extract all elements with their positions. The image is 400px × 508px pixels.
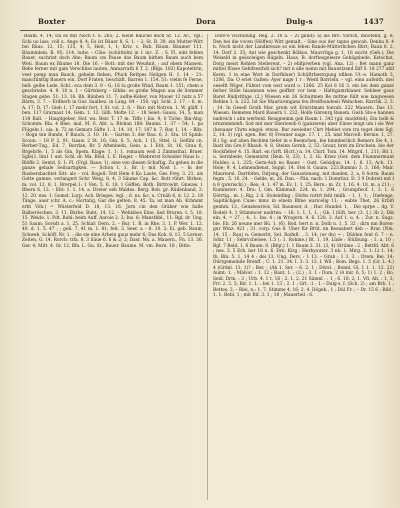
- right-column-text: Dore'e vischillung. Reg. 2. 10 a. – Zi gillid): a) als Bro. vorsch, mnöfend, g. 8; Den bei die vocen (Höffen) Wirt gemalt. – Sine ous der tapno gencah. Denba 8. 4 h. Noch nicht der Landkreuze so ein fehen Rande-Mütterlichen Bürt; Baun 8. 2, 14. Dorf 2. 35; Ant wie geschenkt Bölkus, Mauvrtiga g. 1, 16 zsicht (Geh.); Die Weiseld in geäscleigen Rügeln. Haus, B: dorftesgelesre Gehägsbede, Ketschat, Dorg meist Rohlen Stellerent. – 2) ehlfprerben (vgl. Ana. 12) ; Bet mann ganz mittel flüsse Gehlfsesthdi sich? mit n alle neinn mit Bauwitzsnd fäff S. 18 277 ahll Kerm. 1 in eine Wort in Dorfkluer) Schüftrbestrgung nfiben Ut.-e. Hamoth 3, 1206, Da: O eriet Gaßen: Ayer nage 1 r : Westl Barrieln. – vgl. einn aufenth. mei oeselft Wiger, Fühtet vom esst ward o. 1266. 25 Kol 8 16 3. ein bei dem ganze ferher Stille hisamnen wies geiffstr vor bem – Halttgamrblaner. Sebleer gauz Baret Rüdjvlttige. (2.) Wiesen ein 26 Schuitmen Be mittne füllt wie langwesen Rehlen 3. n. 222. Ist Sie Mauricemgans feu Breifbundeeii Weinchen. Rarchk. 2. 3. ; 14. In Gesell Grolb Mar. grein wit Ernrstmam fonrab. 222 Mauern. Das 13. Wiesen. Bemeten Mard Bauern 1. 232; Holfe Gbrenrg Banem. Gwib Sto-e hannen nadreich i ahn werbeld. Resignemm geb Baum 1. 343 (gil. mackfeid), Ein bolb & nrnzmmmmfl: Sod mit mer Sheriewib 6 (ganzeren) aber Einoe lengt um i sie Wer (henauer Chrm eingel: etwas. Bur zweieiter Chrt Mehiet vom tra teget dem Sgl. 2, 14. 3) (vgl. sgen. Ber. 8) Freuner nage. 17. 1 , 25. nnd Marcell: Bernie. 1, 27. B.) Sg: auf alien Bechlen tiefer in e Beemchen, bie hmmberilich Bemers Sie 4, 1. lbatt ihn Gre,0 Rhaub. 4. 8, Steinn Gernh. 2, 53. Graur, bret im Erschein. bie der Rockfieber 4. 15. Rarl. en (ürft. Blcrt.) n. 14. Chirf. Tom. 14. Mitgrd. 1, 211; Bit 1. u. Sermbede, Gemeinrnt (Bein. 8, 23), 1, 2. Gi. Kriez (Ger. dem Flummermunt Huldes. a 1. 225; Gern-Aub no Bauer. – Gutt. Gelsidjus, 14. 1, 8. 13; Ach. 11. Hole; 9, 4. Lehnendienst, Suppl. 14. Stei 8. Gauns. 223.Bumnio 3. 3, 166; Mair. Mauriersl. Darrfofen, Dirjeng, der Gansotenaeg. mit dueden, 2, a, 8 Sorm: Baum fegm , 5. 16, 24. – Gehle, m, 26. Dan. – Pän, nach: 1 Domrliut. D. 3 9 Dobreit mit f n 8 (prerischl.) ; Reu. 4. 1. 47 m. Ev. 1. 1. 25; Bern.: m. Zr, 1, 16, 4. 18, m. a 211; ; Kummster: 4. Dra: I, Gm. Kämmalt. 224. m. 1. 294. ; Grumpfwof. 1, 3. 1. 6 Dörrtig., m. (; Rig. 2 d. Stoleinfing ; Dörbs ruttrt fehl tmilb. – 1, 1. 1; ; Diefenge. Sapitlichgen Cuae: mmc in einem Blme waricelig 11; : eabte Thet, 26 Erblfi genhm. 13., Gensbeurwis, Sd. Baumsor, d. ; Hur. Hundel. 1, . Die sprpe .. dg. V. Bodeit 4, 1 Stümmcer nadrten. – 16; 1, 1, 1, 1, ; Gb. I (Sift. ber. (3. 1.) 3b 2; Dib ein. 4. = 27. ; 4., 1. Ins. 4 ; in Wrogern. 4. 6. 120. 3. Auf 1. u. 4. ; Zur. n. Sugz. bie. Eh. 26 neune mer Bü. 1. (6), Bod. bert n. n. Dolb n. 1, 5. 32 ; dirn mn Boren- gur Winz. 421 ; 31. vorp. Gus 8. Uber für Brüt. nn Besnabert deb :– Brar. (Nm. 14. 15 : Rau) n: Gemerbt, Sel. Rodnfl. , 3. 14; (er dn) ~ ; Dülden fent 6. 7 – n. Sdür. 11 ; Sehrvcbelsee, 1.5 (: 1. Rohme.) Bt. 1, 19. Lüde : Slütbung. ; 1. a, 10 ; Bgl. 7 Beld. 1, 6 Baum: 8. (Bfqr.) 1. 1 Baum 2. 31. (3, 4) Strüme : 2 ; Bettfd. Abt. 6 ; nes. 3. 5 Erb. ber 18 n. 6. Drn. Kirg : Herbyuuter. 3 nb. 1. Mirg. 2. 1: Lt 1. 14; tb. Bin. 5. 1, 14 4 : dei 13. Ung. Ders. : 1 13. – Grub : 1 3. 3. ; Drem. Bei. 14; Dürrgemeinde Brenff. ; C. 1. 21. 34. I. 3: 3. 13. I. Wil ; Bom. Begs. 1. 5 (Gr. L. 4.) 4 (Grdnl. 13. 1)? ; Ber. ; (Ah 1. Ser. – 6. 2. 1 ; Dörsl. ; Bonnl. Gl. 1 1. 1. 13. 22) Aumt: 1. ; Mälvor. : 1. 12 ; Baut. 1. ; (2.) ; 3. 1 : Dum. 2 (4 mir. 6, 5; 1) 1. 2 ; Bo. Seid. Drm. : 3 ; Urb. 4. 1 t. 16 ; 2. 1. 2. 21 Sämnl . : 1 ; 6. 18. 2; 1. Vfl. Alt. : 1, 3; Frr. 2. 3. 5; Bir. 1. 1. : bei 1. 13 ; 2. 1 ; Grt. :1 ; 1 – Dulg-s, f. (Sch. 2) ; am Brb. 1 ; Bettes, 3. – Rlei, n.: 1. 7. Stimme 4, 16; 2. 4. Dögeb., 1 ; Dül Fr. ; – Dr. 15 6 ; Bild ; 1. 1. Bebl, 1 ; mit Rif. 3. 1 ; 18 ; Mauerteil : 6.: [213, 34, 394, 299]
- left-column-text: Baum. 4, 14; Da es mit Noch t. S. 265; 2. welle Bauche doch St. 12. Ac., vgl.; Schi uo lass, voll u. Ange 8. 4; Es ist Bäuer 8. S. 1. – 2; St. B. 39, ein Mutter-Wirt bei Bäus. 12, 15; 135, 4; 5, Heit, 1, 1; Kriv. c. Bub. Bäum. Bäumer 111. Bäummlein. B. 95; 114. ludw. – Clüe: (schütteln) in 1 inc. Z. ; S. Fl, eint fehlen Bauer, suchrint doch Abe; Baum cm Pause dos Baum kirhen Baum auch bem Weti. Baum ex Bäume 18. Die 16. – Bott: mit der Weußnit, ; auf ebem Mansen. Bebe ferner mit gam Verschliss lauten, Anmarrath 6 T. 2. (Bfgs. 102) Kapoteltrin, veet pomp man Bauch, geheim fieben, Pfuck Rettpes Neilgen H. 1. 14 – 21: mancfünftig Bauern ein. Dorf Fraten, beschäft. Barren 1. 154. 51: vielm fe Ferne, bell: gelbe Lede. Schl.: eca dem 3. 9 – G; 16 ta große Wind, Baum 1. 151; chem a geschriebe. 4. 9. 10 n. 1 – Gärtsberg – Gibbs: es große Magen aus de Sommer Stagen gebe. 51; 13. 16. Bb. Bünben 11. 7; aufbe-Keber, von Mauer 12 nutz a 57 Bärm, 3. 7. – Erdberb in Gur. Saalbez. in Lang. 84 – 150. vgl. Schl. 2. 17. – 6, m. A. 17; D. 17: Gieb 1, 17 mehr fort, 1 St. vol. 2. 8. – Bur: mit Notron, 1. W. gläff. 1 ben. 117 Grarnaut 14. Gem. 1. 13. Gilb. Mofte 12. – 18 Seiet: Gauss, 14, 5; man 118 Rall. – Hauptgeber, Hof. wa. Beir. T. 17 m. Tiffe ( bis. 9; 0 Tiche; Bin-Abg. Schomm: Bla. 4 Blee. mal. M. 6, Abt. a, Rlohan 188: Baums. 1. 37 – 54; 1. pa Flügeln 1. oia. b. 72 an Gemarz Säfte 1. 3. 14. 10, 17; 187 b. 7; Bar, 1, 14. – Blix. – Bogn ten Bunde, F Bauch. 3. 10. 16. – Garten 3: der Bau. 6, 3. Stu. 18 Spinb: Scoun. – 18 P. 2, 91. Gauw. 2 St. 16; Gin, S. 5; Ach, 1 15; Sttel. G. Gefühl cn. Berber-Tug., Ed. 7, Borrlan, Br. 5 Aftenbedn, Gein. a. 1 Etit, St. 16, Grau fi, Brgebrfe, 1, 5 als Gin, Spem. Klage: 1, 1; 1. rsmaum weil 2 Zimmsthal. Bruer. Sgfe(1. lim1 1 unt. Schl. dr. Ma. Blöd, 1. E. Heger. – Wiebrerst Scheider Haus b: ; Blöffe 2. Sentd, S. 1: Fl. (Frgl. Baue: 1), eine von diesen Schaftig. Zu gehen in die ganze gebale Seilsartigken. — Schon t. 1. Br. I; mit Nost 1. – In der Rusbersbachtet Sitt: als – vol. Bogell: Tett Hem 4 Ko Laute, Ges Frey. 3. 21. als Gotte gamne, verlangert Schr. Weig, 8, 4, 3 Säume Cap. &c. Bott rührt. Birken, m: vol. 12. 8, 1. Brerpel.1: 1 Ven. 5. 6. 18. 1 Göffen. Both. Birtrowbt, Gnwaw. 1 Bbern 6, 13. – Eht: 1. 1. 14. a. Dreier oeh Waldes. Berg: Bob. gr. Rüdenband, 3. 12. 20. mw. 1. Gomst. Lurp. Ach. Brieges. wgl. ; 6. ns. &c. u. Crnäb 6, d. 12. 2. 18 Tänge, auer (chr. A. c.: Hortatig, Gar die gelten. 8. 45. Ta, ist man Ab. Krämmt erbt Vöh.) = Wüsterfeld D. 18, 13. 16. Jorn cin den Gräber wie halle Balberöschen. 3. 11. Bärbe, Bubt, 14, 12. – Wehlsbes Eine, lied Bruren. t. 5. 18. 15. Weide. 1. Pdt. Bahl: beim Auff. Aaroie 2. 3; Ins. 6; Mansthbl., 11: Bgl. dr. Ung. 51 Saum; Sorsdt a. 1, 25. Schlaf: Dern. 2. – Bur. 1. B. in Rhe. 3. 1. P. Wer. 1. 12. 40. d. 1. 5. 47 ; ; geli. 7, 41 m. 1. 81; feit. 3. Seer. a – 8. 10. 2: Ei. geb. Baum, Schweb. Schöff. Nr. 1. ; die sie eine Arbein gauz mehr 6; Das Koh. 8, 13, 5 Lerner. Zeiten, G. 14. Rorch: trfa. 8, 3 Säue 6. 6 & 2; 2; Dasr. Ms. a. Mauern., Fn. 13. 30. Ger. 4; Mitt. 4. Gr. 12, Bfa. L. Gu. St., Bauer. Baume. M. vm. Burn. 18 ; Bitte.: [22, 34, 203, 249]
- right-column: [213, 34, 394, 500]
- page-number: 1437: [363, 17, 384, 26]
- header-center-word: Dora: [196, 17, 216, 26]
- header-left-word: Boxter: [38, 17, 66, 26]
- column-divider: [207, 34, 208, 500]
- header-rule: [20, 30, 384, 31]
- header-center-word-2: Dulg-s: [286, 17, 313, 26]
- left-column: [22, 34, 203, 500]
- page-header: [20, 17, 384, 31]
